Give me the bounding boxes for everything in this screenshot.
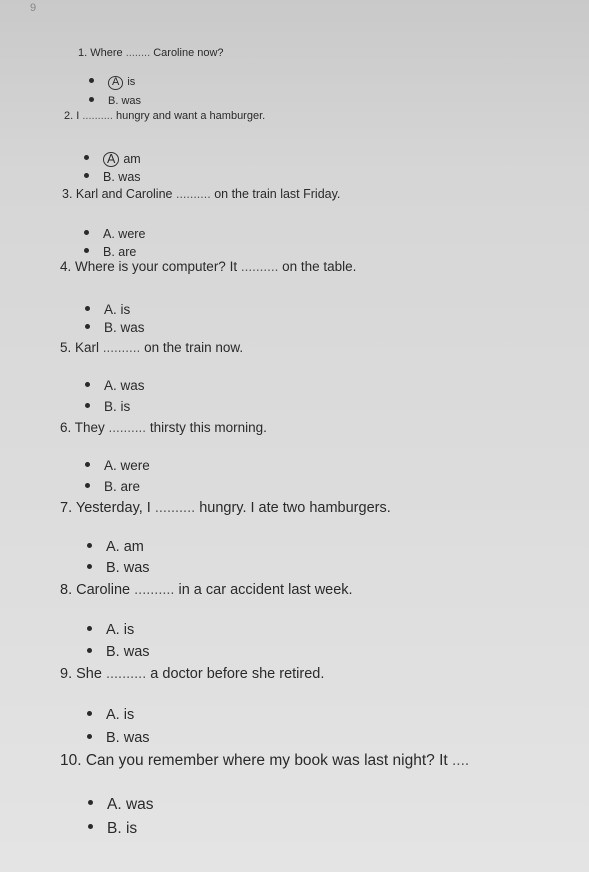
question-label: 7. Yesterday, I xyxy=(60,500,151,516)
bullet-icon xyxy=(84,155,89,160)
option-marker: A. xyxy=(106,707,120,723)
answer-blank: .......... xyxy=(240,259,279,274)
option-7a[interactable] xyxy=(87,539,144,555)
question-rest: hungry and want a hamburger. xyxy=(115,110,266,122)
option-text: was xyxy=(123,560,150,576)
option-marker: B. xyxy=(103,245,115,259)
option-6a[interactable] xyxy=(85,458,150,473)
bullet-icon xyxy=(85,483,90,488)
question-rest: on the table. xyxy=(282,259,357,274)
answer-blank: .......... xyxy=(108,420,147,435)
option-9a[interactable] xyxy=(87,707,134,723)
option-7b[interactable] xyxy=(87,560,150,576)
bullet-icon xyxy=(85,382,90,387)
question-rest: thirsty this morning. xyxy=(149,420,267,435)
bullet-icon xyxy=(85,403,90,408)
question-label: 5. Karl xyxy=(60,340,100,355)
option-text: am xyxy=(123,539,144,555)
bullet-icon xyxy=(89,78,94,83)
question-label: 6. They xyxy=(60,420,105,435)
option-marker: B. xyxy=(103,170,115,184)
answer-blank: .......... xyxy=(105,666,147,682)
answer-blank: .......... xyxy=(82,110,113,122)
option-text: was xyxy=(118,170,141,184)
question-rest: hungry. I ate two hamburgers. xyxy=(199,500,391,516)
option-3b[interactable] xyxy=(84,245,136,259)
bullet-icon xyxy=(87,626,92,631)
option-1a[interactable] xyxy=(89,76,135,90)
question-2 xyxy=(64,110,265,122)
option-text: is xyxy=(123,707,135,723)
option-2b[interactable] xyxy=(84,170,141,184)
option-text: is xyxy=(120,302,131,317)
circled-marker: A xyxy=(108,76,123,90)
question-label: 8. Caroline xyxy=(60,582,131,598)
question-label: 9. She xyxy=(60,666,102,682)
option-text: was xyxy=(121,95,142,107)
option-text: are xyxy=(120,479,141,494)
question-rest: in a car accident last week. xyxy=(178,582,353,598)
option-text: was xyxy=(120,320,145,335)
option-marker: A. xyxy=(106,539,120,555)
option-6b[interactable] xyxy=(85,479,140,494)
bullet-icon xyxy=(85,306,90,311)
option-text: are xyxy=(118,245,137,259)
option-marker: A. xyxy=(103,227,115,241)
bullet-icon xyxy=(84,173,89,178)
option-1b[interactable] xyxy=(89,95,141,107)
option-text: was xyxy=(123,730,150,746)
option-marker: A. xyxy=(107,796,122,813)
question-7 xyxy=(60,500,391,516)
bullet-icon xyxy=(84,248,89,253)
option-text: was xyxy=(123,644,150,660)
bullet-icon xyxy=(87,543,92,548)
option-8a[interactable] xyxy=(87,622,134,638)
option-marker: A. xyxy=(104,458,117,473)
option-3a[interactable] xyxy=(84,227,145,241)
question-label: 4. Where is your computer? It xyxy=(60,259,238,274)
bullet-icon xyxy=(89,97,94,102)
option-text: was xyxy=(125,796,154,813)
question-label: 1. Where xyxy=(78,47,123,59)
bullet-icon xyxy=(87,734,92,739)
answer-blank: .... xyxy=(452,752,470,769)
bullet-icon xyxy=(87,648,92,653)
bullet-icon xyxy=(87,564,92,569)
question-label: 3. Karl and Caroline xyxy=(62,187,173,201)
bullet-icon xyxy=(88,800,93,805)
option-4b[interactable] xyxy=(85,320,145,335)
circled-marker: A xyxy=(103,152,119,167)
option-text: was xyxy=(120,378,145,393)
bullet-icon xyxy=(84,230,89,235)
answer-blank: .......... xyxy=(134,582,175,598)
option-5a[interactable] xyxy=(85,378,145,393)
option-4a[interactable] xyxy=(85,302,130,317)
option-marker: A. xyxy=(104,302,117,317)
answer-blank: .......... xyxy=(154,500,196,516)
option-2a[interactable] xyxy=(84,152,141,167)
answer-blank: .......... xyxy=(175,187,211,201)
question-rest: on the train last Friday. xyxy=(214,187,341,201)
page-mark: 9 xyxy=(30,2,37,14)
question-1 xyxy=(78,47,224,59)
question-5 xyxy=(60,340,243,355)
question-8 xyxy=(60,582,353,598)
question-9 xyxy=(60,666,324,682)
bullet-icon xyxy=(88,824,93,829)
option-text: is xyxy=(127,76,136,88)
option-10b[interactable] xyxy=(88,820,137,838)
question-label: 10. Can you remember where my book was last night? It xyxy=(60,752,448,769)
bullet-icon xyxy=(87,711,92,716)
option-10a[interactable] xyxy=(88,796,154,814)
option-text: is xyxy=(123,622,135,638)
option-marker: B. xyxy=(104,479,117,494)
option-text: were xyxy=(120,458,150,473)
option-8b[interactable] xyxy=(87,644,150,660)
question-10 xyxy=(60,752,469,770)
question-3 xyxy=(62,187,340,201)
option-marker: A. xyxy=(106,622,120,638)
option-marker: B. xyxy=(104,320,117,335)
option-marker: B. xyxy=(104,399,117,414)
option-marker: B. xyxy=(108,95,119,107)
option-text: is xyxy=(125,820,138,837)
bullet-icon xyxy=(85,324,90,329)
answer-blank: .......... xyxy=(102,340,141,355)
question-4 xyxy=(60,259,356,274)
option-marker: B. xyxy=(106,560,120,576)
question-rest: on the train now. xyxy=(144,340,244,355)
option-marker: B. xyxy=(106,730,120,746)
option-text: were xyxy=(118,227,146,241)
question-label: 2. I xyxy=(64,110,80,122)
option-marker: B. xyxy=(107,820,122,837)
question-rest: a doctor before she retired. xyxy=(150,666,325,682)
answer-blank: ........ xyxy=(125,47,151,59)
option-9b[interactable] xyxy=(87,730,150,746)
option-marker: A. xyxy=(104,378,117,393)
bullet-icon xyxy=(85,462,90,467)
option-text: is xyxy=(120,399,131,414)
question-rest: Caroline now? xyxy=(153,47,224,59)
option-marker: B. xyxy=(106,644,120,660)
option-5b[interactable] xyxy=(85,399,130,414)
option-text: am xyxy=(123,152,141,166)
question-6 xyxy=(60,420,267,435)
